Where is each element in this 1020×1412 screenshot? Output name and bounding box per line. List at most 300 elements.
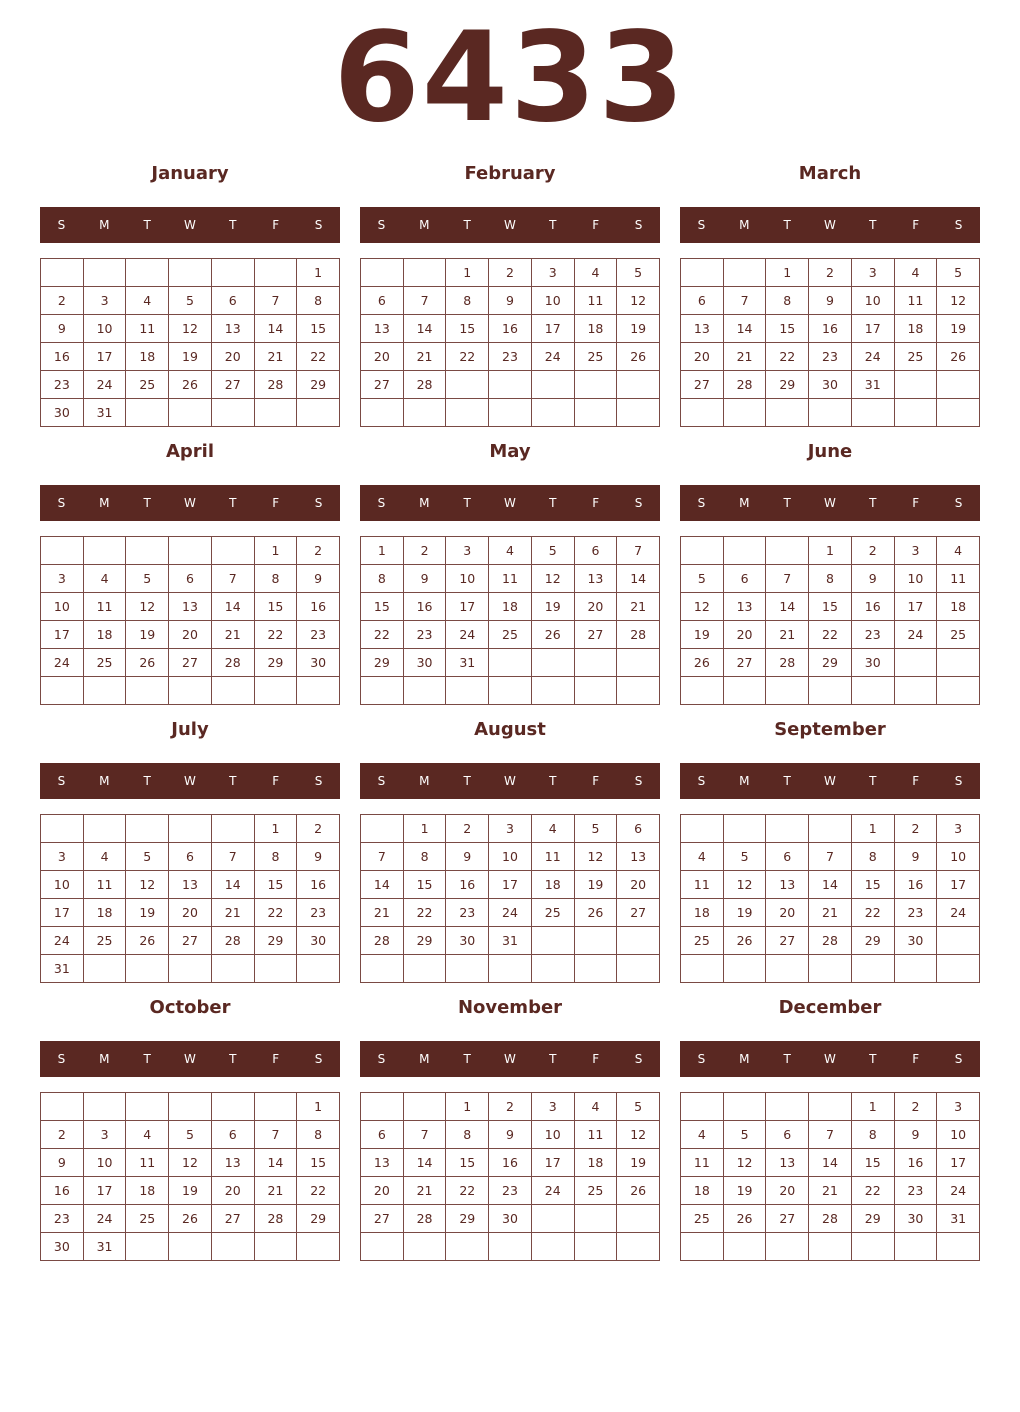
day-cell: 30 [297, 927, 340, 955]
day-cell: 14 [212, 593, 255, 621]
day-cell: 20 [361, 343, 404, 371]
weekday-label: S [697, 774, 706, 788]
day-cell: 5 [575, 815, 618, 843]
empty-day-cell [681, 815, 724, 843]
day-cell: 29 [297, 371, 340, 399]
day-cell: 13 [617, 843, 660, 871]
empty-day-cell [169, 399, 212, 427]
day-cell: 2 [41, 1121, 84, 1149]
weekday-label: M [419, 218, 430, 232]
day-cell: 23 [297, 621, 340, 649]
day-cell: 10 [41, 593, 84, 621]
empty-day-cell [169, 259, 212, 287]
month-title: November [457, 997, 563, 1018]
day-grid [360, 1092, 660, 1261]
day-cell: 31 [852, 371, 895, 399]
day-cell: 26 [724, 927, 767, 955]
day-cell: 21 [255, 1177, 298, 1205]
empty-day-cell [212, 537, 255, 565]
day-cell: 7 [361, 843, 404, 871]
weekday-label: T [463, 774, 471, 788]
empty-day-cell [575, 1205, 618, 1233]
day-cell: 19 [532, 593, 575, 621]
day-cell: 18 [575, 315, 618, 343]
day-cell: 23 [297, 899, 340, 927]
weekday-label: F [912, 496, 920, 510]
month-march [680, 156, 980, 426]
day-cell: 23 [404, 621, 447, 649]
day-cell: 11 [937, 565, 980, 593]
day-cell: 17 [532, 1149, 575, 1177]
month-title: January [151, 163, 229, 184]
day-cell: 25 [575, 1177, 618, 1205]
day-cell: 9 [809, 287, 852, 315]
month-title: October [149, 997, 231, 1018]
empty-day-cell [681, 1233, 724, 1261]
year-title: 6433 [333, 6, 687, 150]
weekday-label: W [504, 218, 516, 232]
empty-day-cell [766, 1233, 809, 1261]
day-cell: 16 [297, 593, 340, 621]
empty-day-cell [617, 1205, 660, 1233]
weekday-label: W [504, 496, 516, 510]
day-cell: 23 [446, 899, 489, 927]
weekday-label: F [592, 218, 600, 232]
empty-day-cell [446, 1233, 489, 1261]
weekday-label: M [99, 496, 110, 510]
day-cell: 30 [297, 649, 340, 677]
day-cell: 11 [126, 1149, 169, 1177]
empty-day-cell [724, 259, 767, 287]
day-cell: 2 [41, 287, 84, 315]
day-cell: 25 [84, 649, 127, 677]
day-cell: 19 [126, 899, 169, 927]
day-cell: 16 [446, 871, 489, 899]
empty-day-cell [126, 1093, 169, 1121]
day-cell: 26 [617, 1177, 660, 1205]
day-cell: 5 [617, 1093, 660, 1121]
day-cell: 12 [126, 593, 169, 621]
day-cell: 10 [489, 843, 532, 871]
empty-day-cell [724, 1093, 767, 1121]
empty-day-cell [937, 677, 980, 705]
weekday-label: F [272, 774, 280, 788]
day-cell: 1 [361, 537, 404, 565]
day-cell: 25 [489, 621, 532, 649]
month-may [360, 434, 660, 704]
day-cell: 22 [361, 621, 404, 649]
day-cell: 27 [212, 371, 255, 399]
day-cell: 10 [84, 1149, 127, 1177]
day-cell: 12 [937, 287, 980, 315]
weekday-label: S [697, 1052, 706, 1066]
day-cell: 19 [169, 1177, 212, 1205]
day-cell: 29 [297, 1205, 340, 1233]
day-cell: 23 [41, 1205, 84, 1233]
day-cell: 19 [681, 621, 724, 649]
day-cell: 5 [532, 537, 575, 565]
day-cell: 22 [809, 621, 852, 649]
day-cell: 2 [489, 259, 532, 287]
empty-day-cell [681, 399, 724, 427]
day-cell: 3 [41, 843, 84, 871]
day-cell: 19 [617, 1149, 660, 1177]
empty-day-cell [766, 537, 809, 565]
day-cell: 15 [297, 1149, 340, 1177]
day-cell: 27 [575, 621, 618, 649]
weekday-label: T [869, 496, 877, 510]
empty-day-cell [617, 371, 660, 399]
day-cell: 1 [297, 259, 340, 287]
weekday-label: T [143, 218, 151, 232]
weekday-label: T [229, 1052, 237, 1066]
day-cell: 17 [489, 871, 532, 899]
day-cell: 15 [361, 593, 404, 621]
day-cell: 3 [532, 259, 575, 287]
empty-day-cell [361, 815, 404, 843]
empty-day-cell [489, 371, 532, 399]
day-cell: 2 [895, 815, 938, 843]
day-cell: 21 [212, 621, 255, 649]
weekday-label: T [783, 218, 791, 232]
empty-day-cell [809, 1093, 852, 1121]
day-cell: 14 [212, 871, 255, 899]
day-cell: 24 [852, 343, 895, 371]
day-cell: 18 [681, 899, 724, 927]
empty-day-cell [937, 399, 980, 427]
day-cell: 18 [489, 593, 532, 621]
day-cell: 3 [84, 287, 127, 315]
empty-day-cell [361, 399, 404, 427]
day-cell: 13 [575, 565, 618, 593]
weekday-label: T [549, 1052, 557, 1066]
day-cell: 29 [255, 927, 298, 955]
day-cell: 8 [852, 1121, 895, 1149]
empty-day-cell [852, 1233, 895, 1261]
day-cell: 25 [532, 899, 575, 927]
day-cell: 13 [169, 593, 212, 621]
day-cell: 12 [617, 287, 660, 315]
day-cell: 12 [126, 871, 169, 899]
day-cell: 5 [724, 1121, 767, 1149]
day-cell: 24 [84, 1205, 127, 1233]
day-cell: 5 [681, 565, 724, 593]
day-cell: 11 [575, 287, 618, 315]
weekday-header [680, 485, 980, 521]
day-cell: 9 [297, 565, 340, 593]
empty-day-cell [212, 1093, 255, 1121]
empty-day-cell [937, 927, 980, 955]
empty-day-cell [84, 815, 127, 843]
day-cell: 20 [212, 1177, 255, 1205]
day-cell: 18 [126, 1177, 169, 1205]
day-cell: 23 [489, 343, 532, 371]
day-cell: 20 [169, 621, 212, 649]
day-cell: 3 [895, 537, 938, 565]
day-cell: 28 [766, 649, 809, 677]
day-cell: 9 [41, 315, 84, 343]
day-cell: 14 [404, 315, 447, 343]
day-cell: 7 [255, 287, 298, 315]
day-cell: 17 [937, 871, 980, 899]
weekday-label: S [634, 1052, 643, 1066]
day-grid [680, 258, 980, 427]
day-cell: 16 [809, 315, 852, 343]
weekday-label: W [184, 774, 196, 788]
day-cell: 1 [852, 815, 895, 843]
day-cell: 21 [724, 343, 767, 371]
day-cell: 19 [724, 1177, 767, 1205]
day-cell: 29 [255, 649, 298, 677]
weekday-label: F [592, 774, 600, 788]
day-cell: 22 [446, 343, 489, 371]
weekday-label: T [549, 496, 557, 510]
empty-day-cell [681, 537, 724, 565]
day-cell: 10 [41, 871, 84, 899]
day-cell: 24 [41, 927, 84, 955]
month-title: September [774, 719, 886, 740]
day-grid [40, 814, 340, 983]
day-cell: 14 [809, 871, 852, 899]
day-cell: 30 [41, 399, 84, 427]
day-cell: 8 [255, 565, 298, 593]
day-cell: 12 [169, 315, 212, 343]
empty-day-cell [84, 955, 127, 983]
weekday-label: S [697, 496, 706, 510]
day-cell: 8 [446, 1121, 489, 1149]
day-cell: 27 [617, 899, 660, 927]
day-cell: 3 [489, 815, 532, 843]
empty-day-cell [681, 677, 724, 705]
day-cell: 22 [852, 1177, 895, 1205]
day-cell: 4 [681, 843, 724, 871]
weekday-label: M [419, 1052, 430, 1066]
empty-day-cell [169, 815, 212, 843]
day-cell: 11 [895, 287, 938, 315]
day-cell: 7 [212, 565, 255, 593]
day-cell: 17 [937, 1149, 980, 1177]
day-cell: 21 [766, 621, 809, 649]
day-cell: 2 [297, 537, 340, 565]
weekday-label: W [824, 774, 836, 788]
day-cell: 26 [126, 649, 169, 677]
day-cell: 21 [255, 343, 298, 371]
day-cell: 18 [681, 1177, 724, 1205]
day-cell: 9 [489, 287, 532, 315]
day-cell: 10 [84, 315, 127, 343]
day-cell: 14 [404, 1149, 447, 1177]
weekday-label: S [377, 218, 386, 232]
day-cell: 9 [41, 1149, 84, 1177]
empty-day-cell [404, 259, 447, 287]
day-grid [680, 536, 980, 705]
day-cell: 17 [446, 593, 489, 621]
day-cell: 13 [766, 871, 809, 899]
empty-day-cell [575, 955, 618, 983]
day-cell: 24 [532, 1177, 575, 1205]
day-cell: 25 [575, 343, 618, 371]
empty-day-cell [41, 1093, 84, 1121]
month-august [360, 712, 660, 982]
day-cell: 1 [404, 815, 447, 843]
day-cell: 7 [617, 537, 660, 565]
day-cell: 15 [446, 1149, 489, 1177]
day-cell: 27 [681, 371, 724, 399]
day-cell: 20 [681, 343, 724, 371]
weekday-label: W [184, 1052, 196, 1066]
empty-day-cell [724, 399, 767, 427]
day-cell: 8 [852, 843, 895, 871]
weekday-header [360, 763, 660, 799]
day-cell: 28 [212, 649, 255, 677]
empty-day-cell [937, 371, 980, 399]
empty-day-cell [169, 1093, 212, 1121]
day-cell: 30 [41, 1233, 84, 1261]
day-cell: 16 [41, 343, 84, 371]
day-cell: 1 [255, 815, 298, 843]
weekday-label: S [634, 774, 643, 788]
day-cell: 22 [255, 899, 298, 927]
weekday-label: M [99, 218, 110, 232]
day-cell: 4 [681, 1121, 724, 1149]
day-cell: 9 [446, 843, 489, 871]
empty-day-cell [681, 955, 724, 983]
empty-day-cell [724, 955, 767, 983]
day-cell: 24 [937, 1177, 980, 1205]
day-cell: 31 [937, 1205, 980, 1233]
day-cell: 6 [766, 1121, 809, 1149]
month-july [40, 712, 340, 982]
empty-day-cell [212, 815, 255, 843]
empty-day-cell [575, 649, 618, 677]
day-cell: 12 [169, 1149, 212, 1177]
empty-day-cell [361, 955, 404, 983]
empty-day-cell [126, 677, 169, 705]
day-grid [40, 1092, 340, 1261]
day-cell: 27 [169, 927, 212, 955]
day-cell: 20 [212, 343, 255, 371]
day-cell: 15 [255, 871, 298, 899]
empty-day-cell [446, 399, 489, 427]
day-cell: 2 [297, 815, 340, 843]
day-cell: 4 [84, 843, 127, 871]
day-cell: 4 [575, 259, 618, 287]
weekday-label: S [954, 218, 963, 232]
weekday-label: S [314, 496, 323, 510]
day-cell: 25 [126, 371, 169, 399]
day-cell: 5 [169, 287, 212, 315]
day-cell: 21 [212, 899, 255, 927]
day-cell: 28 [255, 1205, 298, 1233]
weekday-label: S [377, 1052, 386, 1066]
day-cell: 15 [852, 1149, 895, 1177]
day-cell: 18 [895, 315, 938, 343]
empty-day-cell [84, 677, 127, 705]
day-cell: 28 [404, 1205, 447, 1233]
day-cell: 25 [895, 343, 938, 371]
weekday-label: S [954, 1052, 963, 1066]
day-cell: 21 [404, 1177, 447, 1205]
day-cell: 14 [361, 871, 404, 899]
day-cell: 22 [297, 343, 340, 371]
empty-day-cell [681, 259, 724, 287]
day-cell: 26 [126, 927, 169, 955]
weekday-label: M [99, 1052, 110, 1066]
day-cell: 4 [84, 565, 127, 593]
weekday-label: T [143, 1052, 151, 1066]
day-cell: 3 [852, 259, 895, 287]
weekday-label: S [314, 1052, 323, 1066]
day-cell: 27 [212, 1205, 255, 1233]
day-cell: 21 [809, 899, 852, 927]
empty-day-cell [169, 537, 212, 565]
month-september [680, 712, 980, 982]
weekday-label: S [377, 496, 386, 510]
empty-day-cell [724, 677, 767, 705]
day-cell: 15 [404, 871, 447, 899]
day-cell: 13 [724, 593, 767, 621]
empty-day-cell [446, 371, 489, 399]
empty-day-cell [724, 1233, 767, 1261]
empty-day-cell [895, 677, 938, 705]
month-january [40, 156, 340, 426]
day-cell: 26 [724, 1205, 767, 1233]
weekday-label: T [783, 496, 791, 510]
day-cell: 26 [532, 621, 575, 649]
day-cell: 2 [895, 1093, 938, 1121]
weekday-label: S [634, 496, 643, 510]
day-cell: 28 [212, 927, 255, 955]
weekday-label: M [739, 496, 750, 510]
day-cell: 10 [937, 843, 980, 871]
empty-day-cell [41, 677, 84, 705]
day-grid [680, 1092, 980, 1261]
weekday-label: T [229, 774, 237, 788]
day-cell: 19 [937, 315, 980, 343]
day-cell: 31 [84, 1233, 127, 1261]
weekday-label: T [869, 774, 877, 788]
day-cell: 14 [724, 315, 767, 343]
month-title: May [489, 441, 531, 462]
day-cell: 12 [575, 843, 618, 871]
empty-day-cell [532, 1205, 575, 1233]
day-cell: 14 [809, 1149, 852, 1177]
weekday-label: S [57, 1052, 66, 1066]
empty-day-cell [297, 1233, 340, 1261]
day-cell: 12 [617, 1121, 660, 1149]
day-cell: 1 [255, 537, 298, 565]
day-cell: 29 [404, 927, 447, 955]
empty-day-cell [84, 1093, 127, 1121]
empty-day-cell [724, 537, 767, 565]
day-cell: 25 [937, 621, 980, 649]
day-cell: 27 [766, 927, 809, 955]
day-cell: 6 [361, 1121, 404, 1149]
day-cell: 12 [532, 565, 575, 593]
weekday-label: F [272, 496, 280, 510]
day-grid [40, 258, 340, 427]
day-cell: 24 [489, 899, 532, 927]
day-cell: 8 [809, 565, 852, 593]
weekday-label: W [504, 774, 516, 788]
weekday-label: F [912, 1052, 920, 1066]
weekday-label: S [697, 218, 706, 232]
empty-day-cell [681, 1093, 724, 1121]
weekday-header [360, 485, 660, 521]
day-cell: 11 [489, 565, 532, 593]
day-cell: 13 [681, 315, 724, 343]
empty-day-cell [404, 955, 447, 983]
